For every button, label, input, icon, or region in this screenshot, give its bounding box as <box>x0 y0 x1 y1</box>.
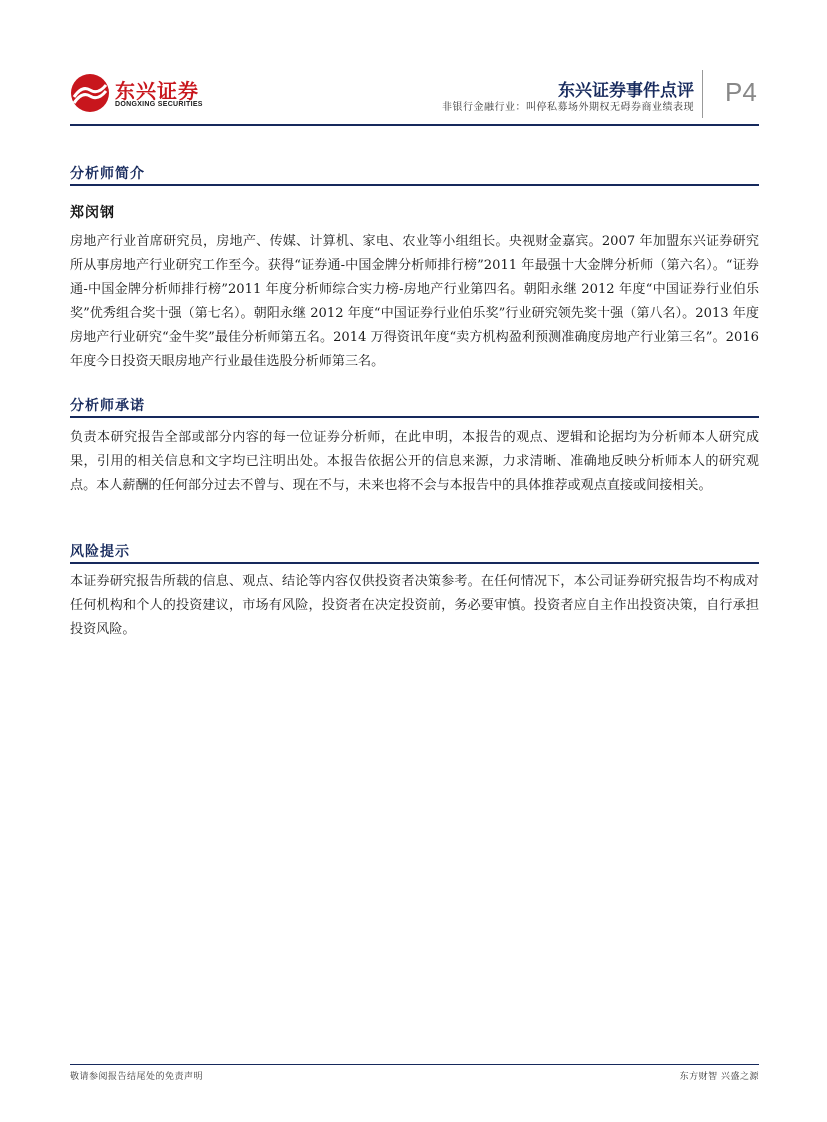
analyst-name: 郑闵钢 <box>70 205 115 221</box>
logo-name-cn: 东兴证券 <box>115 79 199 103</box>
section-rule-analyst-pledge <box>70 416 759 418</box>
section-rule-risk-notice <box>70 562 759 564</box>
company-logo <box>70 73 220 113</box>
logo-name-en: DONGXING SECURITIES <box>115 101 203 108</box>
section-rule-analyst-intro <box>70 184 759 186</box>
header-rule <box>70 124 759 126</box>
report-subtitle: 非银行金融行业：叫停私募场外期权无碍券商业绩表现 <box>442 102 694 113</box>
section-title-risk-notice: 风险提示 <box>70 544 130 560</box>
footer-disclaimer-note: 敬请参阅报告结尾处的免责声明 <box>70 1072 204 1082</box>
analyst-pledge-text: 负责本研究报告全部或部分内容的每一位证券分析师，在此申明，本报告的观点、逻辑和论据均为分析师本人研究成果，引用的相关信息和文字均已注明出处。本报告依据公开的信息来源，力求清晰、准确地反映分析师本人的研究观点。本人薪酬的任何部分过去不曾与、现在不与，未来也将不会与本报告中的具体推荐或观点直接或间接相关。 <box>70 430 759 493</box>
page-number: P4 <box>725 77 757 107</box>
footer-rule <box>70 1064 759 1065</box>
analyst-bio: 房地产行业首席研究员，房地产、传媒、计算机、家电、农业等小组组长。央视财金嘉宾。2007 年加盟东兴证券研究所从事房地产行业研究工作至今。获得“证券通-中国金牌分析师排行榜”2011 年最强十大金牌分析师（第六名）。“证券通-中国金牌分析师排行榜”2011 年度分析师综合实力榜-房地产行业第四名。朝阳永继 2012 年度“中国证券行业伯乐奖”优秀组合奖十强（第七名）。朝阳永继 2012 年度“中国证券行业伯乐奖”行业研究领先奖十强（第八名）。2013 年度房地产行业研究“金牛奖”最佳分析师第五名。2014 万得资讯年度“卖方机构盈利预测准确度房地产行业第三名”。2016 年度今日投资天眼房地产行业最佳选股分析师第三名。 <box>70 234 759 369</box>
section-title-analyst-intro: 分析师简介 <box>70 166 145 182</box>
company-logo-icon <box>70 73 110 113</box>
page-header <box>0 0 827 130</box>
section-title-analyst-pledge: 分析师承诺 <box>70 398 145 414</box>
risk-notice-text: 本证券研究报告所载的信息、观点、结论等内容仅供投资者决策参考。在任何情况下，本公司证券研究报告均不构成对任何机构和个人的投资建议，市场有风险，投资者在决定投资前，务必要审慎。投资者应自主作出投资决策，自行承担投资风险。 <box>70 574 759 637</box>
report-type-title: 东兴证券事件点评 <box>558 81 694 101</box>
header-divider <box>702 70 703 118</box>
footer-slogan: 东方财智 兴盛之源 <box>679 1072 759 1082</box>
